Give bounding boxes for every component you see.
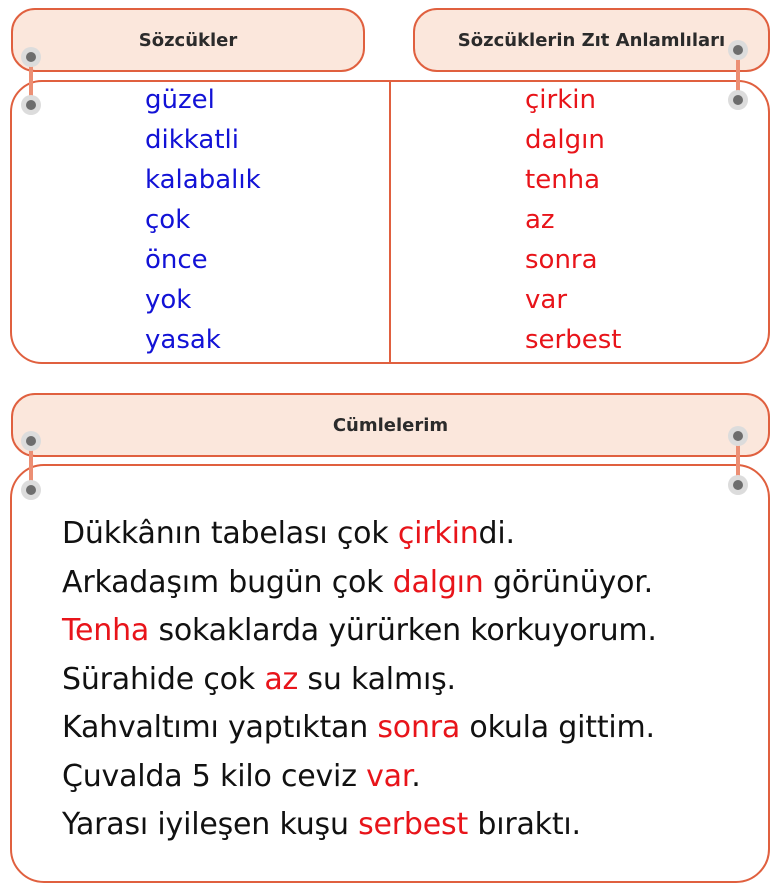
sentence-text: su kalmış. bbox=[298, 661, 456, 697]
pin-icon bbox=[21, 47, 41, 67]
antonym-item: çirkin bbox=[525, 85, 596, 115]
sentence-text: Yarası iyileşen kuşu bbox=[62, 807, 359, 842]
sentences-list bbox=[62, 510, 657, 850]
sentence-line bbox=[62, 510, 657, 559]
sentence-text: Kahvaltımı yaptıktan bbox=[62, 710, 378, 745]
antonym-highlight: serbest bbox=[358, 807, 469, 842]
pin-icon bbox=[728, 40, 748, 60]
sentence-text: görünüyor. bbox=[483, 564, 653, 600]
antonym-item: az bbox=[525, 205, 555, 235]
word-item: güzel bbox=[145, 85, 215, 115]
word-item: yok bbox=[145, 285, 192, 315]
sentence-text: Dükkânın tabelası çok bbox=[62, 516, 398, 551]
sentence-text: . bbox=[411, 758, 421, 794]
sentence-text: bıraktı. bbox=[468, 807, 581, 842]
pin-icon bbox=[21, 431, 41, 451]
sentence-text: sokaklarda yürürken korkuyorum. bbox=[149, 613, 657, 648]
pin-icon bbox=[21, 95, 41, 115]
sentence-text: okula gittim. bbox=[460, 710, 655, 745]
antonym-highlight: Tenha bbox=[62, 613, 150, 648]
sentence-text: Arkadaşım bugün çok bbox=[62, 564, 393, 600]
pin-icon bbox=[21, 480, 41, 500]
antonyms-list bbox=[525, 80, 621, 360]
column-divider bbox=[389, 80, 391, 363]
pin-icon bbox=[728, 426, 748, 446]
sentence-line bbox=[62, 656, 657, 705]
sentence-text: Sürahide çok bbox=[62, 661, 265, 697]
antonym-highlight: sonra bbox=[377, 710, 461, 745]
word-item: yasak bbox=[145, 325, 221, 355]
antonym-highlight: az bbox=[264, 661, 299, 697]
antonym-item: dalgın bbox=[525, 125, 605, 155]
antonym-highlight: çirkin bbox=[397, 516, 479, 551]
sentence-line bbox=[62, 559, 657, 608]
words-header-label: Sözcükler bbox=[138, 29, 238, 51]
sentences-header-tab bbox=[11, 393, 770, 457]
antonym-item: tenha bbox=[525, 165, 601, 195]
pin-icon bbox=[728, 90, 748, 110]
word-item: dikkatli bbox=[145, 125, 239, 155]
sentence-line bbox=[62, 801, 657, 850]
word-item: kalabalık bbox=[145, 165, 261, 195]
antonym-item: serbest bbox=[525, 325, 622, 355]
antonyms-header-tab bbox=[413, 8, 770, 72]
sentence-text: di. bbox=[478, 516, 515, 551]
word-item: önce bbox=[145, 245, 208, 275]
pin-icon bbox=[728, 475, 748, 495]
antonym-item: var bbox=[525, 285, 568, 315]
antonym-highlight: dalgın bbox=[392, 564, 484, 600]
words-list bbox=[145, 80, 261, 360]
antonyms-header-label: Sözcüklerin Zıt Anlamlıları bbox=[457, 29, 726, 51]
sentence-line bbox=[62, 704, 657, 753]
words-header-tab bbox=[11, 8, 365, 72]
word-item: çok bbox=[145, 205, 191, 235]
antonym-highlight: var bbox=[366, 758, 412, 794]
sentence-text: Çuvalda 5 kilo ceviz bbox=[62, 758, 367, 794]
sentence-line bbox=[62, 753, 657, 802]
sentences-header-label: Cümlelerim bbox=[332, 414, 449, 436]
antonym-item: sonra bbox=[525, 245, 598, 275]
sentence-line bbox=[62, 607, 657, 656]
